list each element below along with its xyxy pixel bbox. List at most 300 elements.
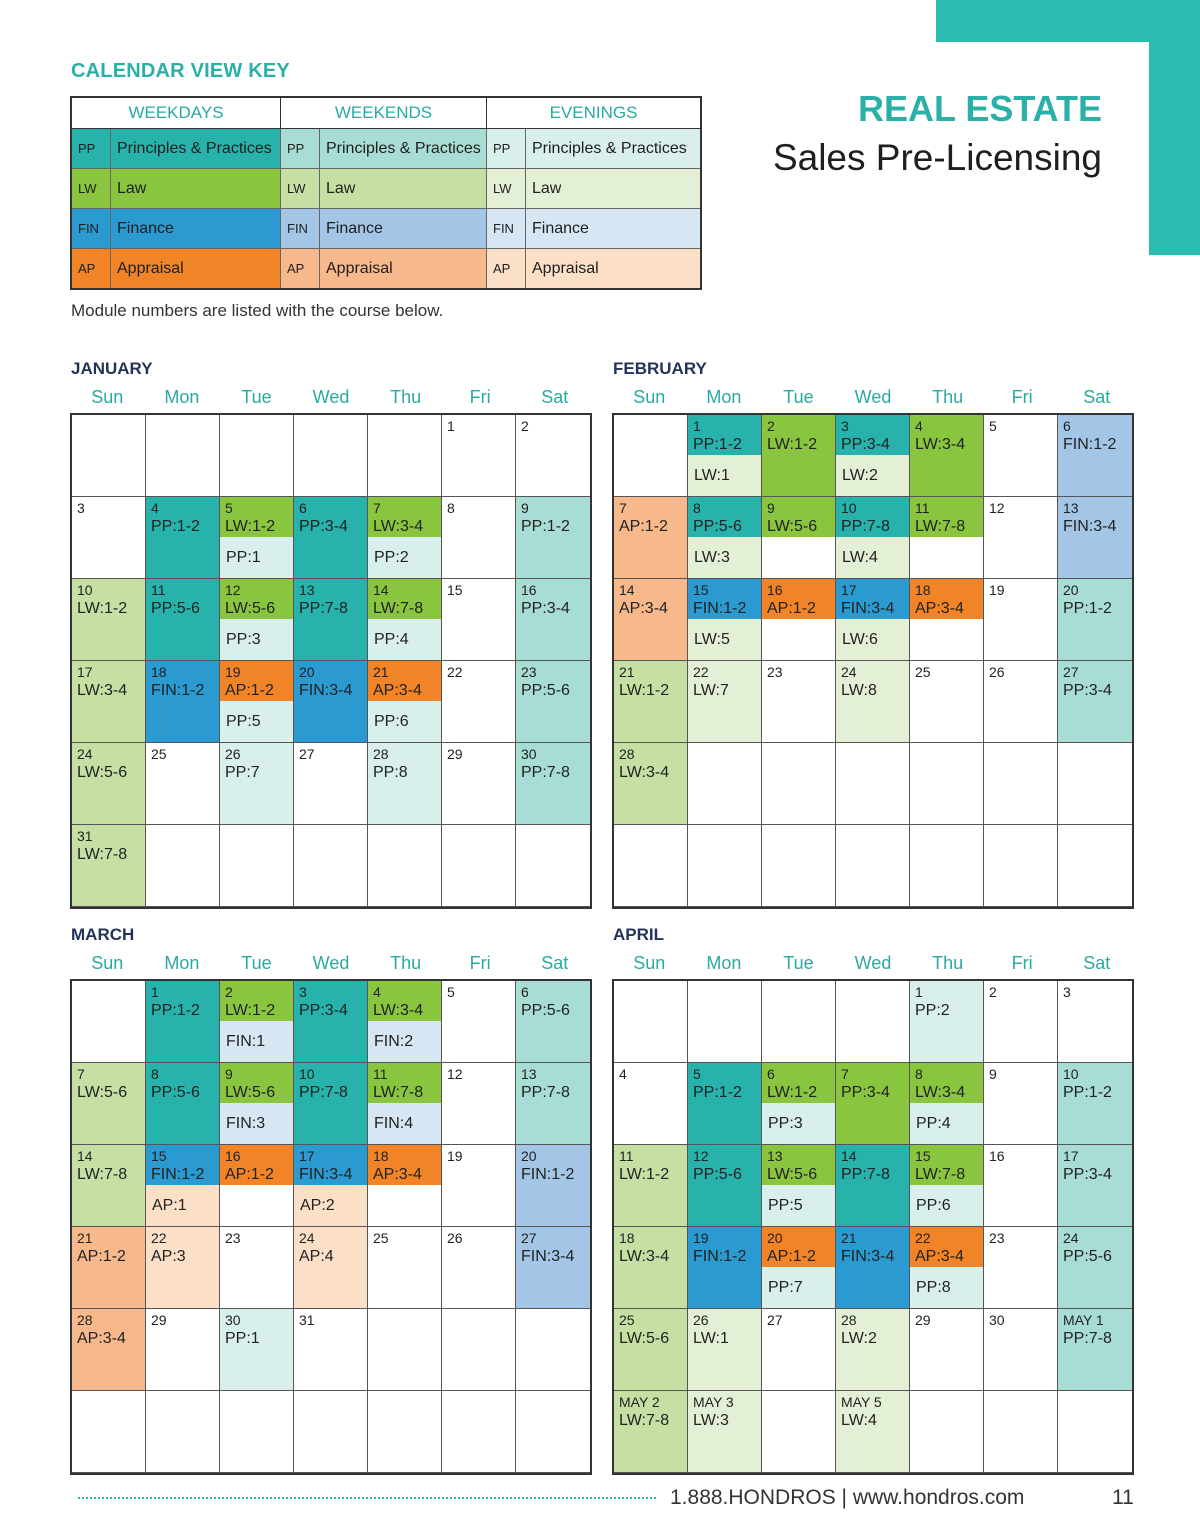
day-cell: [72, 1227, 146, 1309]
day-number: 14: [373, 582, 389, 598]
session-label: FIN:3-4: [841, 600, 895, 617]
day-number: 24: [299, 1230, 315, 1246]
day-number: 9: [989, 1066, 997, 1082]
session-label: PP:1-2: [693, 436, 742, 453]
key-abbr: PP: [71, 129, 111, 169]
session-label: LW:1-2: [77, 600, 128, 617]
day-cell: [762, 497, 836, 579]
day-cell: [984, 981, 1058, 1063]
day-cell: [910, 1309, 984, 1391]
page-number: 11: [1112, 1486, 1134, 1509]
weekday-label: Thu: [932, 952, 964, 973]
day-number: 20: [521, 1148, 537, 1164]
day-number: 15: [915, 1148, 931, 1164]
day-cell: [516, 825, 590, 907]
day-cell: [688, 1145, 762, 1227]
day-cell: [220, 743, 294, 825]
day-cell: [442, 1309, 516, 1391]
weekday-label: Sun: [91, 386, 124, 407]
day-cell: [516, 1227, 590, 1309]
day-number: 11: [619, 1148, 634, 1164]
day-number: 21: [373, 664, 389, 680]
day-cell: [762, 1145, 836, 1227]
key-abbr: FIN: [281, 209, 320, 249]
weekday-label: Mon: [706, 386, 742, 407]
day-number: 16: [225, 1148, 241, 1164]
day-number: 19: [989, 582, 1005, 598]
day-number: 29: [447, 746, 463, 762]
day-cell: [910, 743, 984, 825]
key-name: Principles & Practices: [526, 129, 702, 169]
session-label: LW:1: [693, 1330, 729, 1347]
month-name: MARCH: [71, 925, 135, 944]
session-label: LW:1-2: [767, 436, 818, 453]
day-cell: [1058, 1309, 1132, 1391]
day-number: 7: [77, 1066, 85, 1082]
day-cell: [910, 1391, 984, 1473]
day-number: 29: [151, 1312, 167, 1328]
day-cell: [442, 1145, 516, 1227]
day-cell: [614, 743, 688, 825]
session-label: PP:5-6: [521, 1002, 570, 1019]
day-cell: [614, 981, 688, 1063]
weekday-header: [612, 947, 1134, 979]
day-cell: [294, 661, 368, 743]
session-label: FIN:1-2: [151, 1166, 205, 1183]
day-number: 10: [1063, 1066, 1079, 1082]
session-label: PP:3-4: [1063, 1166, 1112, 1183]
session-label: LW:3-4: [373, 518, 424, 535]
session-label: PP:5-6: [151, 600, 200, 617]
evening-session-label: PP:4: [910, 1103, 983, 1144]
session-label: PP:3-4: [1063, 682, 1112, 699]
evening-session-label: PP:2: [368, 537, 441, 578]
evening-session-label: LW:2: [836, 455, 909, 496]
key-name: Law: [111, 169, 281, 209]
day-number: 14: [619, 582, 635, 598]
session-label: FIN:1-2: [151, 682, 205, 699]
day-cell: [762, 1309, 836, 1391]
session-label: LW:3-4: [619, 764, 670, 781]
day-number: 12: [693, 1148, 709, 1164]
day-cell: [294, 825, 368, 907]
day-cell: [688, 415, 762, 497]
day-cell: [442, 1063, 516, 1145]
day-cell: [368, 1063, 442, 1145]
day-cell: [146, 415, 220, 497]
day-number: 23: [521, 664, 537, 680]
day-cell: [368, 743, 442, 825]
day-cell: [1058, 1063, 1132, 1145]
evening-session-label: PP:3: [220, 619, 293, 660]
evening-session-label: FIN:2: [368, 1021, 441, 1062]
day-cell: [146, 497, 220, 579]
month-grid: [70, 413, 592, 909]
day-cell: [762, 1063, 836, 1145]
day-cell: [836, 661, 910, 743]
day-number: 7: [841, 1066, 849, 1082]
day-cell: [294, 415, 368, 497]
day-cell: [984, 579, 1058, 661]
session-label: LW:7-8: [373, 600, 424, 617]
session-label: LW:5-6: [767, 1166, 818, 1183]
day-cell: [516, 743, 590, 825]
weekday-label: Tue: [783, 952, 814, 973]
day-cell: [910, 1063, 984, 1145]
day-cell: [688, 1391, 762, 1473]
day-cell: [442, 661, 516, 743]
day-cell: [1058, 661, 1132, 743]
day-cell: [220, 825, 294, 907]
day-cell: [442, 415, 516, 497]
teal-side-bar: [1149, 0, 1200, 255]
day-number: 21: [841, 1230, 857, 1246]
day-cell: [836, 579, 910, 661]
day-cell: [614, 1145, 688, 1227]
weekday-header: [70, 947, 592, 979]
day-number: 10: [77, 582, 93, 598]
weekday-label: Tue: [241, 952, 272, 973]
day-cell: [146, 1227, 220, 1309]
day-cell: [516, 981, 590, 1063]
day-cell: [220, 415, 294, 497]
month-calendar: [70, 359, 592, 909]
day-number: 16: [521, 582, 537, 598]
day-cell: [368, 497, 442, 579]
day-number: 11: [373, 1066, 388, 1082]
day-number: 28: [373, 746, 389, 762]
day-cell: [836, 415, 910, 497]
session-label: PP:3-4: [521, 600, 570, 617]
day-cell: [442, 1227, 516, 1309]
day-number: 8: [693, 500, 701, 516]
day-number: 15: [693, 582, 709, 598]
session-label: AP:3: [151, 1248, 186, 1265]
day-number: 14: [841, 1148, 857, 1164]
day-cell: [516, 579, 590, 661]
session-label: FIN:3-4: [299, 682, 353, 699]
evening-session-label: FIN:4: [368, 1103, 441, 1144]
day-number: 18: [373, 1148, 389, 1164]
weekday-label: Mon: [706, 952, 742, 973]
day-cell: [146, 1145, 220, 1227]
evening-session-label: LW:3: [688, 537, 761, 578]
day-cell: [836, 1309, 910, 1391]
day-cell: [516, 415, 590, 497]
day-number: 20: [767, 1230, 783, 1246]
day-cell: [368, 1227, 442, 1309]
day-cell: [146, 1309, 220, 1391]
key-name: Law: [526, 169, 702, 209]
session-label: FIN:1-2: [693, 600, 747, 617]
key-abbr: AP: [71, 249, 111, 290]
key-name: Principles & Practices: [320, 129, 487, 169]
evening-session-label: LW:6: [836, 619, 909, 660]
day-number: 7: [373, 500, 381, 516]
day-number: 18: [915, 582, 931, 598]
day-number: 24: [841, 664, 857, 680]
day-cell: [294, 981, 368, 1063]
session-label: FIN:3-4: [1063, 518, 1117, 535]
day-cell: [72, 1145, 146, 1227]
day-cell: [984, 1309, 1058, 1391]
day-cell: [72, 1391, 146, 1473]
day-cell: [910, 981, 984, 1063]
session-label: PP:1-2: [1063, 600, 1112, 617]
session-label: FIN:1-2: [693, 1248, 747, 1265]
session-label: PP:8: [373, 764, 408, 781]
day-cell: [368, 1391, 442, 1473]
day-cell: [984, 1391, 1058, 1473]
key-header-weekdays: WEEKDAYS: [71, 97, 281, 129]
evening-session-label: LW:5: [688, 619, 761, 660]
session-label: FIN:3-4: [521, 1248, 575, 1265]
day-number: 24: [1063, 1230, 1079, 1246]
day-number: 17: [77, 664, 93, 680]
key-abbr: AP: [487, 249, 526, 290]
session-label: LW:5-6: [225, 1084, 276, 1101]
session-label: AP:1-2: [77, 1248, 126, 1265]
day-cell: [220, 1227, 294, 1309]
session-label: LW:1-2: [767, 1084, 818, 1101]
key-abbr: FIN: [487, 209, 526, 249]
day-cell: [442, 981, 516, 1063]
day-cell: [614, 415, 688, 497]
session-label: PP:1-2: [1063, 1084, 1112, 1101]
day-number: 13: [767, 1148, 783, 1164]
session-label: AP:1-2: [225, 682, 274, 699]
session-label: FIN:1-2: [521, 1166, 575, 1183]
day-number: 13: [521, 1066, 537, 1082]
day-cell: [614, 1309, 688, 1391]
evening-session-label: AP:1: [146, 1185, 219, 1226]
day-cell: [72, 825, 146, 907]
session-label: PP:1: [225, 1330, 260, 1347]
session-label: LW:5-6: [225, 600, 276, 617]
key-abbr: PP: [487, 129, 526, 169]
day-number: 9: [767, 500, 775, 516]
day-number: 11: [915, 500, 930, 516]
evening-session-label: PP:7: [762, 1267, 835, 1308]
day-cell: [220, 497, 294, 579]
day-number: MAY 2: [619, 1394, 660, 1410]
day-cell: [294, 1227, 368, 1309]
session-label: LW:3-4: [619, 1248, 670, 1265]
weekday-label: Wed: [854, 386, 892, 407]
day-number: 6: [1063, 418, 1071, 434]
day-cell: [72, 981, 146, 1063]
weekday-label: Thu: [390, 952, 422, 973]
day-cell: [614, 579, 688, 661]
weekday-label: Sun: [633, 386, 666, 407]
key-name: Finance: [526, 209, 702, 249]
weekday-label: Mon: [164, 952, 200, 973]
day-cell: [688, 743, 762, 825]
evening-session-label: PP:5: [220, 701, 293, 742]
key-header-evenings: EVENINGS: [487, 97, 702, 129]
session-label: PP:1-2: [151, 1002, 200, 1019]
day-number: 30: [989, 1312, 1005, 1328]
day-cell: [762, 981, 836, 1063]
session-label: AP:3-4: [915, 1248, 964, 1265]
key-title: CALENDAR VIEW KEY: [71, 60, 290, 82]
day-cell: [516, 497, 590, 579]
day-number: 15: [447, 582, 463, 598]
day-cell: [836, 1391, 910, 1473]
day-cell: [72, 497, 146, 579]
evening-session-label: FIN:1: [220, 1021, 293, 1062]
session-label: PP:5-6: [693, 518, 742, 535]
day-cell: [910, 415, 984, 497]
day-cell: [146, 1063, 220, 1145]
day-cell: [294, 1145, 368, 1227]
session-label: AP:3-4: [915, 600, 964, 617]
day-number: 1: [693, 418, 701, 434]
day-number: 15: [151, 1148, 167, 1164]
day-number: 2: [225, 984, 233, 1000]
day-number: 10: [841, 500, 857, 516]
session-label: LW:3: [693, 1412, 729, 1429]
session-label: LW:4: [841, 1412, 877, 1429]
day-cell: [220, 1309, 294, 1391]
day-number: 27: [299, 746, 315, 762]
day-cell: [910, 497, 984, 579]
month-calendar: [612, 359, 1134, 909]
day-number: 25: [915, 664, 931, 680]
day-cell: [146, 825, 220, 907]
day-cell: [836, 981, 910, 1063]
key-name: Appraisal: [526, 249, 702, 290]
weekday-label: Thu: [390, 386, 422, 407]
day-cell: [614, 497, 688, 579]
day-number: 9: [521, 500, 529, 516]
day-cell: [762, 825, 836, 907]
day-number: 17: [841, 582, 857, 598]
session-label: PP:7-8: [299, 1084, 348, 1101]
day-number: 24: [77, 746, 93, 762]
day-number: 23: [989, 1230, 1005, 1246]
day-cell: [294, 497, 368, 579]
day-number: 2: [989, 984, 997, 1000]
day-number: 2: [521, 418, 529, 434]
evening-session-label: PP:3: [762, 1103, 835, 1144]
session-label: LW:3-4: [915, 436, 966, 453]
session-label: PP:3-4: [841, 1084, 890, 1101]
day-cell: [368, 981, 442, 1063]
day-cell: [220, 981, 294, 1063]
day-cell: [614, 825, 688, 907]
session-label: PP:7-8: [841, 1166, 890, 1183]
day-cell: [984, 743, 1058, 825]
day-cell: [614, 1391, 688, 1473]
day-cell: [984, 497, 1058, 579]
day-cell: [220, 1063, 294, 1145]
session-label: LW:7-8: [619, 1412, 670, 1429]
evening-session-label: PP:6: [910, 1185, 983, 1226]
day-number: 4: [151, 500, 159, 516]
session-label: LW:1-2: [619, 1166, 670, 1183]
day-cell: [516, 1309, 590, 1391]
day-cell: [368, 415, 442, 497]
day-number: 22: [151, 1230, 167, 1246]
day-number: 14: [77, 1148, 93, 1164]
session-label: LW:8: [841, 682, 877, 699]
day-number: 6: [299, 500, 307, 516]
key-abbr: LW: [487, 169, 526, 209]
key-abbr: FIN: [71, 209, 111, 249]
day-number: 4: [915, 418, 923, 434]
weekday-label: Mon: [164, 386, 200, 407]
weekday-label: Sat: [1083, 386, 1111, 407]
weekday-label: Fri: [1011, 952, 1033, 973]
day-cell: [1058, 579, 1132, 661]
day-cell: [516, 1391, 590, 1473]
day-cell: [688, 981, 762, 1063]
day-number: 4: [619, 1066, 627, 1082]
day-cell: [688, 825, 762, 907]
day-cell: [220, 579, 294, 661]
day-number: 4: [373, 984, 381, 1000]
day-cell: [688, 579, 762, 661]
day-cell: [1058, 1227, 1132, 1309]
day-cell: [836, 497, 910, 579]
day-cell: [146, 579, 220, 661]
day-cell: [762, 1227, 836, 1309]
day-cell: [442, 825, 516, 907]
day-cell: [836, 743, 910, 825]
day-number: 16: [767, 582, 783, 598]
day-cell: [72, 743, 146, 825]
day-number: 26: [693, 1312, 709, 1328]
day-number: 22: [915, 1230, 931, 1246]
day-cell: [688, 1227, 762, 1309]
evening-session-label: AP:2: [294, 1185, 367, 1226]
footer-divider: [78, 1497, 656, 1499]
day-cell: [762, 579, 836, 661]
session-label: LW:7-8: [915, 518, 966, 535]
weekday-label: Sat: [541, 952, 569, 973]
day-cell: [294, 579, 368, 661]
key-name: Appraisal: [111, 249, 281, 290]
weekday-label: Sun: [633, 952, 666, 973]
day-number: 25: [151, 746, 167, 762]
day-number: 3: [1063, 984, 1071, 1000]
day-cell: [984, 1063, 1058, 1145]
day-number: 30: [521, 746, 537, 762]
day-cell: [516, 661, 590, 743]
session-label: AP:1-2: [619, 518, 668, 535]
session-label: PP:1-2: [693, 1084, 742, 1101]
evening-session-label: LW:4: [836, 537, 909, 578]
day-number: 28: [77, 1312, 93, 1328]
session-label: LW:5-6: [77, 764, 128, 781]
session-label: PP:5-6: [1063, 1248, 1112, 1265]
day-cell: [442, 579, 516, 661]
day-number: 2: [767, 418, 775, 434]
day-cell: [910, 661, 984, 743]
day-cell: [368, 825, 442, 907]
day-number: 23: [225, 1230, 241, 1246]
session-label: PP:7-8: [521, 764, 570, 781]
day-number: 29: [915, 1312, 931, 1328]
session-label: LW:5-6: [619, 1330, 670, 1347]
day-number: 5: [693, 1066, 701, 1082]
session-label: LW:1-2: [225, 518, 276, 535]
day-number: 18: [151, 664, 167, 680]
day-cell: [762, 415, 836, 497]
day-number: 17: [1063, 1148, 1079, 1164]
weekday-label: Wed: [312, 386, 350, 407]
